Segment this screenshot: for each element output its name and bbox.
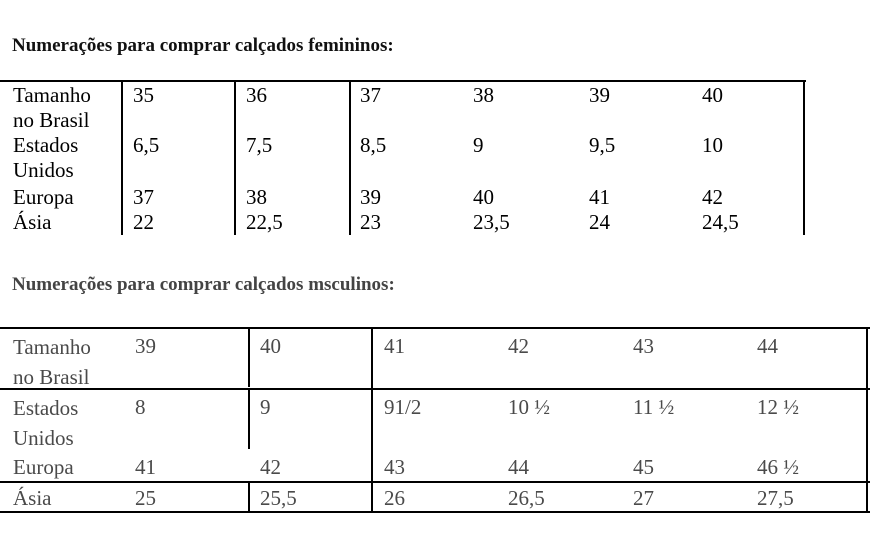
female-table-title: Numerações para comprar calçados femininos: — [12, 35, 394, 56]
table-cell: 8,5 — [360, 133, 387, 157]
table-cell: 25,5 — [260, 486, 297, 510]
table-cell: 10 ½ — [508, 395, 550, 419]
table-cell: 43 — [384, 455, 405, 479]
column-divider — [248, 327, 250, 387]
table-cell: 41 — [135, 455, 156, 479]
table-cell: 22,5 — [246, 210, 283, 234]
table-cell: 40 — [260, 334, 281, 358]
column-divider — [371, 327, 373, 512]
row-label-line: Estados — [13, 133, 79, 157]
row-label-line: Tamanho — [13, 83, 91, 107]
row-label-line: Unidos — [13, 158, 74, 182]
table-border-right — [866, 327, 868, 512]
row-divider — [0, 481, 870, 483]
table-cell: 23 — [360, 210, 381, 234]
row-label-line: Estados — [13, 396, 79, 420]
table-cell: 11 ½ — [633, 395, 675, 419]
table-cell: 39 — [360, 185, 381, 209]
table-cell: 9 — [473, 133, 484, 157]
row-label-tamanho — [13, 83, 91, 133]
row-label-asia: Ásia — [13, 486, 52, 510]
table-cell: 9,5 — [589, 133, 616, 157]
table-border-right — [803, 80, 805, 235]
table-cell: 38 — [246, 185, 267, 209]
row-label-line: no Brasil — [13, 108, 90, 132]
table-border-bottom — [0, 511, 870, 513]
table-cell: 22 — [133, 210, 154, 234]
row-label-europa: Europa — [13, 455, 74, 479]
table-cell: 23,5 — [473, 210, 510, 234]
table-cell: 8 — [135, 395, 146, 419]
table-cell: 25 — [135, 486, 156, 510]
column-divider — [349, 80, 351, 235]
table-cell: 43 — [633, 334, 654, 358]
row-label-line: Unidos — [13, 426, 74, 450]
table-cell: 40 — [473, 185, 494, 209]
table-cell: 35 — [133, 83, 154, 107]
table-cell: 37 — [360, 83, 381, 107]
column-divider — [121, 80, 123, 235]
table-cell: 37 — [133, 185, 154, 209]
table-cell: 27,5 — [757, 486, 794, 510]
table-cell: 6,5 — [133, 133, 160, 157]
column-divider — [234, 80, 236, 235]
table-cell: 91/2 — [384, 395, 422, 419]
table-cell: 41 — [384, 334, 405, 358]
table-cell: 24,5 — [702, 210, 739, 234]
row-label-line: Tamanho — [13, 335, 91, 359]
row-label-estados-unidos — [13, 133, 78, 183]
table-cell: 7,5 — [246, 133, 273, 157]
table-cell: 39 — [589, 83, 610, 107]
row-label-estados-unidos — [13, 393, 78, 453]
column-divider — [248, 389, 250, 449]
table-cell: 44 — [508, 455, 529, 479]
table-cell: 42 — [260, 455, 281, 479]
table-cell: 27 — [633, 486, 654, 510]
table-cell: 10 — [702, 133, 723, 157]
row-label-europa: Europa — [13, 185, 74, 209]
row-label-asia: Ásia — [13, 210, 52, 234]
table-cell: 42 — [508, 334, 529, 358]
table-cell: 24 — [589, 210, 610, 234]
table-cell: 26 — [384, 486, 405, 510]
row-label-line: no Brasil — [13, 365, 90, 389]
table-cell: 45 — [633, 455, 654, 479]
row-label-tamanho — [13, 332, 91, 392]
table-cell: 44 — [757, 334, 778, 358]
table-cell: 40 — [702, 83, 723, 107]
table-cell: 41 — [589, 185, 610, 209]
table-cell: 26,5 — [508, 486, 545, 510]
table-border-top — [0, 327, 870, 329]
table-cell: 36 — [246, 83, 267, 107]
column-divider — [248, 482, 250, 512]
table-cell: 12 ½ — [757, 395, 799, 419]
row-divider — [0, 388, 870, 390]
table-cell: 39 — [135, 334, 156, 358]
table-cell: 46 ½ — [757, 455, 799, 479]
table-cell: 9 — [260, 395, 271, 419]
table-cell: 42 — [702, 185, 723, 209]
male-table-title: Numerações para comprar calçados msculinos: — [12, 274, 395, 295]
table-cell: 38 — [473, 83, 494, 107]
